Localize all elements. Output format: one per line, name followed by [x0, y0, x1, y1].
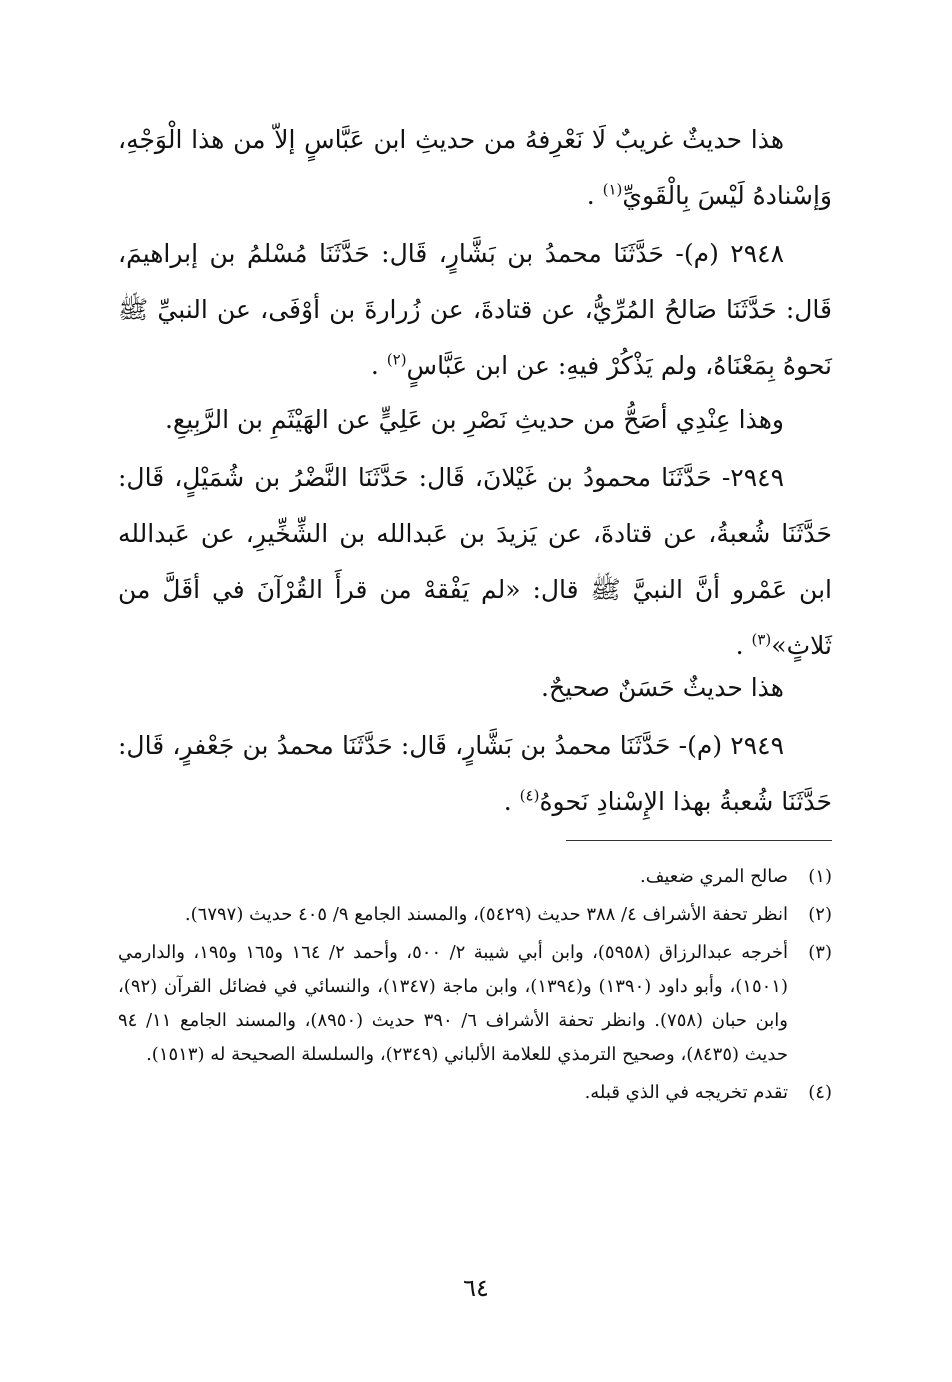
- footnote-number: (١): [808, 866, 832, 887]
- paragraph-5-text: هذا حديثٌ حَسَنٌ صحيحٌ.: [541, 673, 784, 702]
- footnote-ref-4: (٤): [519, 786, 540, 805]
- paragraph-1-end: .: [586, 181, 603, 210]
- footnote-number: (٤): [808, 1082, 832, 1103]
- footnote-4: [118, 1076, 832, 1110]
- footnote-ref-2: (٢): [386, 350, 407, 369]
- hadith-2949-end: .: [735, 631, 752, 660]
- footnote-ref-1: (١): [602, 180, 623, 199]
- footnote-2: [118, 898, 832, 932]
- paragraph-1: [118, 112, 832, 224]
- hadith-2948m: [118, 226, 832, 394]
- hadith-2949m-end: .: [503, 787, 520, 816]
- footnote-ref-3: (٣): [751, 630, 772, 649]
- footnote-number: (٣): [808, 942, 832, 963]
- page-number: ٦٤: [463, 1274, 489, 1302]
- footnote-separator: [566, 840, 832, 841]
- paragraph-1-text: هذا حديثٌ غريبٌ لَا نَعْرِفهُ من حديثِ ابن عَبَّاسٍ إلاّ من هذا الْوَجْهِ، وَإسْنادهُ لَيْسَ بِالْقَويِّ: [118, 125, 832, 210]
- paragraph-5: [118, 660, 832, 716]
- paragraph-3: [118, 392, 832, 448]
- footnote-text: تقدم تخريجه في الذي قبله.: [584, 1082, 788, 1103]
- hadith-2949m-text: ٢٩٤٩ (م)- حَدَّثَنَا محمدُ بن بَشَّارٍ، قَال: حَدَّثَنَا محمدُ بن جَعْفرٍ، قَال: حَدَّثَنَا شُعبةُ بهذا الإِسْنادِ نَحوهُ: [118, 731, 832, 816]
- hadith-2949: [118, 450, 832, 674]
- hadith-2948m-end: .: [370, 351, 387, 380]
- hadith-2948m-text: ٢٩٤٨ (م)- حَدَّثَنَا محمدُ بن بَشَّارٍ، قَال: حَدَّثَنَا مُسْلمُ بن إبراهيمَ، قَال: حَدَّثَنَا صَالحُ المُرِّيُّ، عن قتادةَ، عن زُرارةَ بن أوْفَى، عن النبيِّ ﷺ نَحوهُ بِمَعْنَاهُ، ولم يَذْكُرْ فيهِ: عن ابن عَبَّاسٍ: [118, 239, 832, 380]
- paragraph-3-text: وهذا عِنْدِي أصَحُّ من حديثِ نَصْرِ بن عَلِيٍّ عن الهَيْثَمِ بن الرَّبِيعِ.: [164, 405, 784, 434]
- footnote-1: [118, 860, 832, 894]
- footnote-number: (٢): [808, 904, 832, 925]
- footnote-3: [118, 936, 832, 1072]
- footnote-text: أخرجه عبدالرزاق (٥٩٥٨)، وابن أبي شيبة ٢/ ٥٠٠، وأحمد ٢/ ١٦٤ و١٦٥ و١٩٥، والدارمي (١٥٠١)، وأبو داود (١٣٩٠) و(١٣٩٤)، وابن ماجة (١٣٤٧)، والنسائي في فضائل القرآن (٩٢)، وابن حبان (٧٥٨). وانظر تحفة الأشراف ٦/ ٣٩٠ حديث (٨٩٥٠)، والمسند الجامع ١١/ ٩٤ حديث (٨٤٣٥)، وصحيح الترمذي للعلامة الألباني (٢٣٤٩)، والسلسلة الصحيحة له (١٥١٣).: [118, 942, 789, 1065]
- hadith-2949m: [118, 718, 832, 830]
- footnotes: [118, 860, 832, 1114]
- hadith-2949-text: ٢٩٤٩- حَدَّثَنَا محمودُ بن غَيْلانَ، قَال: حَدَّثَنَا النَّضْرُ بن شُمَيْلٍ، قَال: حَدَّثَنَا شُعبةُ، عن قتادةَ، عن يَزيدَ بن عَبدالله بن الشِّخِّيرِ، عن عَبدالله ابن عَمْرو أنَّ النبيَّ ﷺ قال: «لم يَفْقهْ من قرأَ القُرْآنَ في أقَلَّ من ثَلاثٍ»: [118, 463, 832, 660]
- footnote-text: صالح المري ضعيف.: [640, 866, 788, 887]
- footnote-text: انظر تحفة الأشراف ٤/ ٣٨٨ حديث (٥٤٢٩)، والمسند الجامع ٩/ ٤٠٥ حديث (٦٧٩٧).: [184, 904, 788, 925]
